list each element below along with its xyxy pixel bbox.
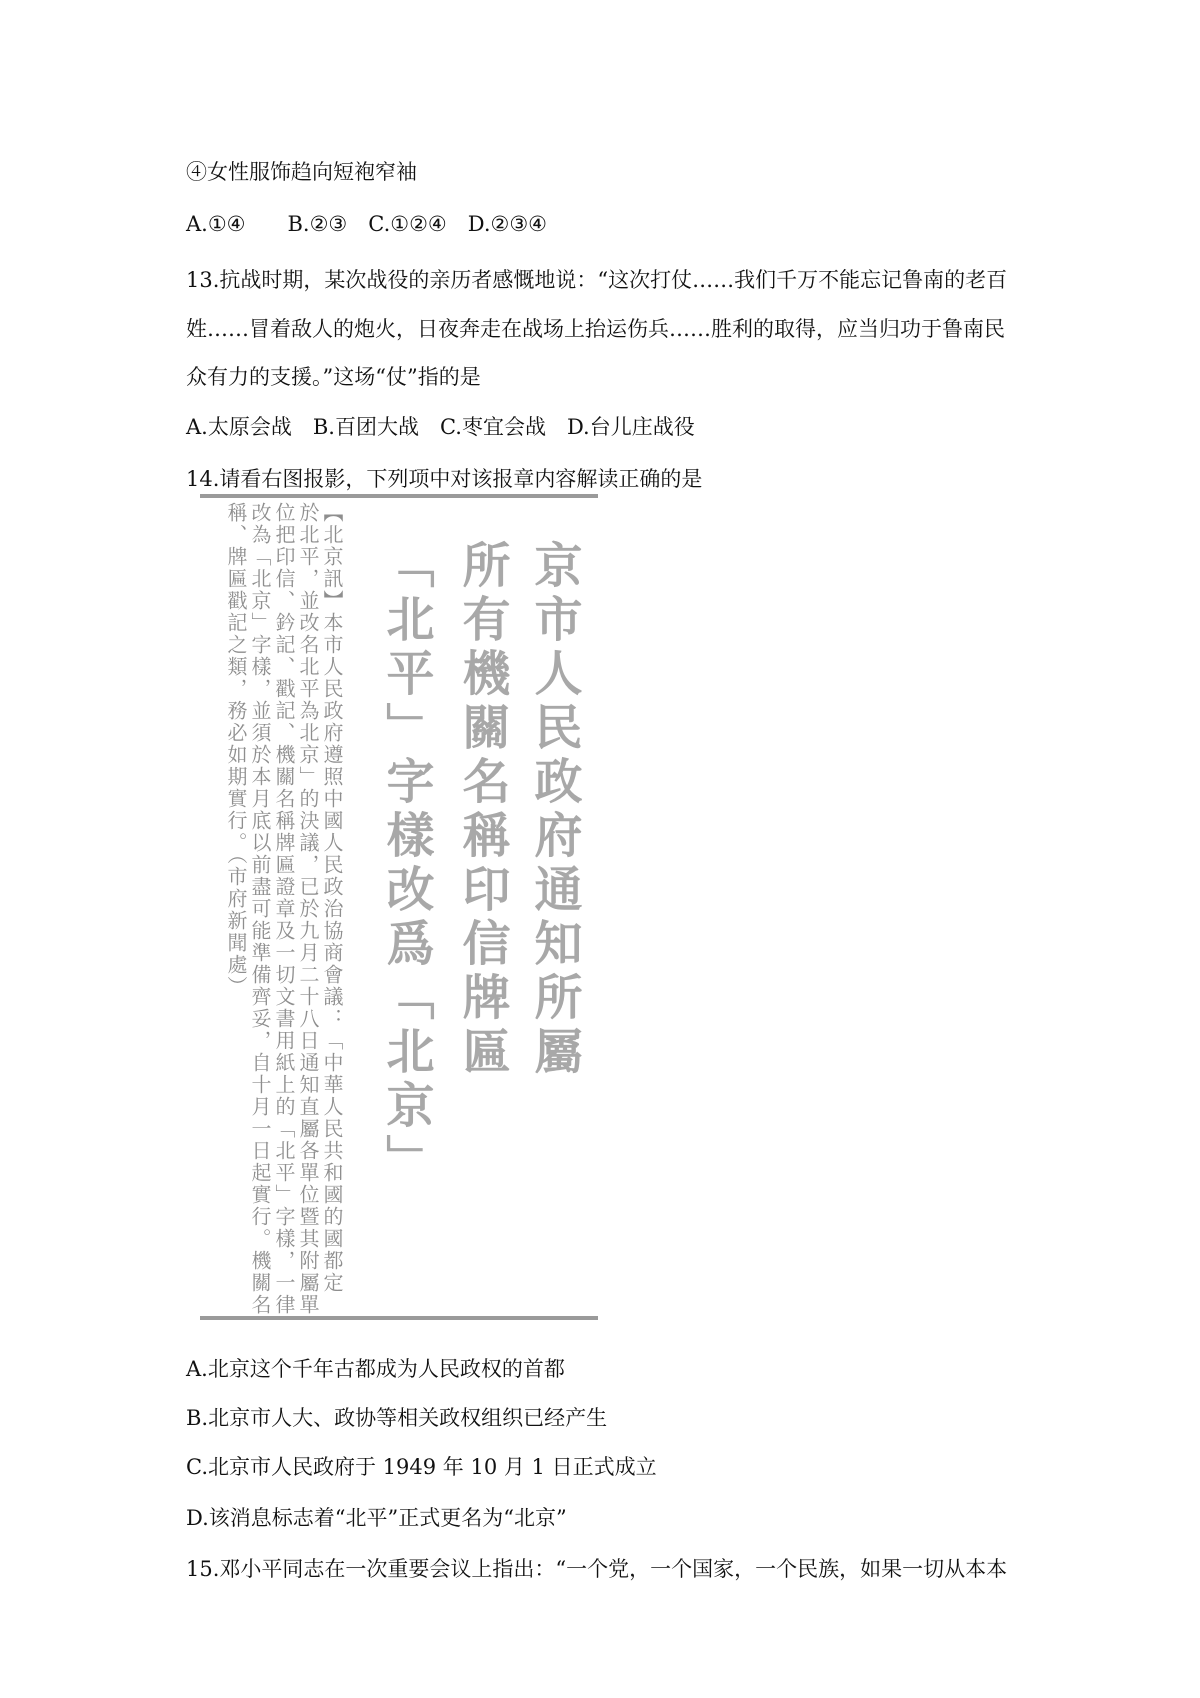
line-3: 13.抗战时期，某次战役的亲历者感慨地说：“这次打仗……我们千万不能忘记鲁南的老百 (186, 268, 1008, 292)
line-5: 众有力的支援。”这场“仗”指的是 (186, 365, 481, 389)
line-12: 15.邓小平同志在一次重要会议上指出：“一个党，一个国家，一个民族，如果一切从本本 (186, 1557, 1008, 1581)
body-col-2: 於北平，並改名北平為北京」的決議，已於九月二十八日通知直屬各單位暨其附屬單 (296, 502, 320, 1316)
headline-col-2: 所有機關名稱印信牌匾 (454, 540, 510, 1080)
clipping-bottom-rule (200, 1316, 598, 1320)
line-8: A.北京这个千年古都成为人民政权的首都 (186, 1357, 565, 1381)
line-7: 14.请看右图报影，下列项中对该报章内容解读正确的是 (186, 467, 703, 491)
body-col-1: 【北京訊】本市人民政府遵照中國人民政治協商會議：「中華人民共和國的國都定 (320, 502, 344, 1294)
line-11: D.该消息标志着“北平”正式更名为“北京” (186, 1506, 567, 1530)
line-9: B.北京市人大、政协等相关政权组织已经产生 (186, 1406, 608, 1430)
newspaper-clipping (200, 494, 598, 1320)
body-col-3: 位把印信、鈐記、戳記、機關名稱牌匾證章及一切文書用紙上的「北平」字樣，一律 (272, 502, 296, 1316)
clipping-top-rule (200, 494, 598, 498)
line-4: 姓……冒着敌人的炮火，日夜奔走在战场上抬运伤兵……胜利的取得，应当归功于鲁南民 (186, 317, 1005, 341)
line-1: ④女性服饰趋向短袍窄袖 (186, 160, 417, 184)
headline-col-1: 京市人民政府通知所屬 (526, 540, 582, 1080)
line-6: A.太原会战 B.百团大战 C.枣宜会战 D.台儿庄战役 (186, 415, 695, 439)
headline-col-3: 「北平」字樣改爲「北京」 (378, 540, 434, 1188)
body-col-5: 稱、牌匾戳記之類，務必如期實行。（市府新聞處） (224, 502, 248, 998)
body-col-4: 改為「北京」字樣，並須於本月底以前盡可能準備齊妥，自十月一日起實行。機關名 (248, 502, 272, 1316)
line-2: A.①④ B.②③ C.①②④ D.②③④ (186, 212, 547, 236)
line-10: C.北京市人民政府于 1949 年 10 月 1 日正式成立 (186, 1455, 657, 1479)
